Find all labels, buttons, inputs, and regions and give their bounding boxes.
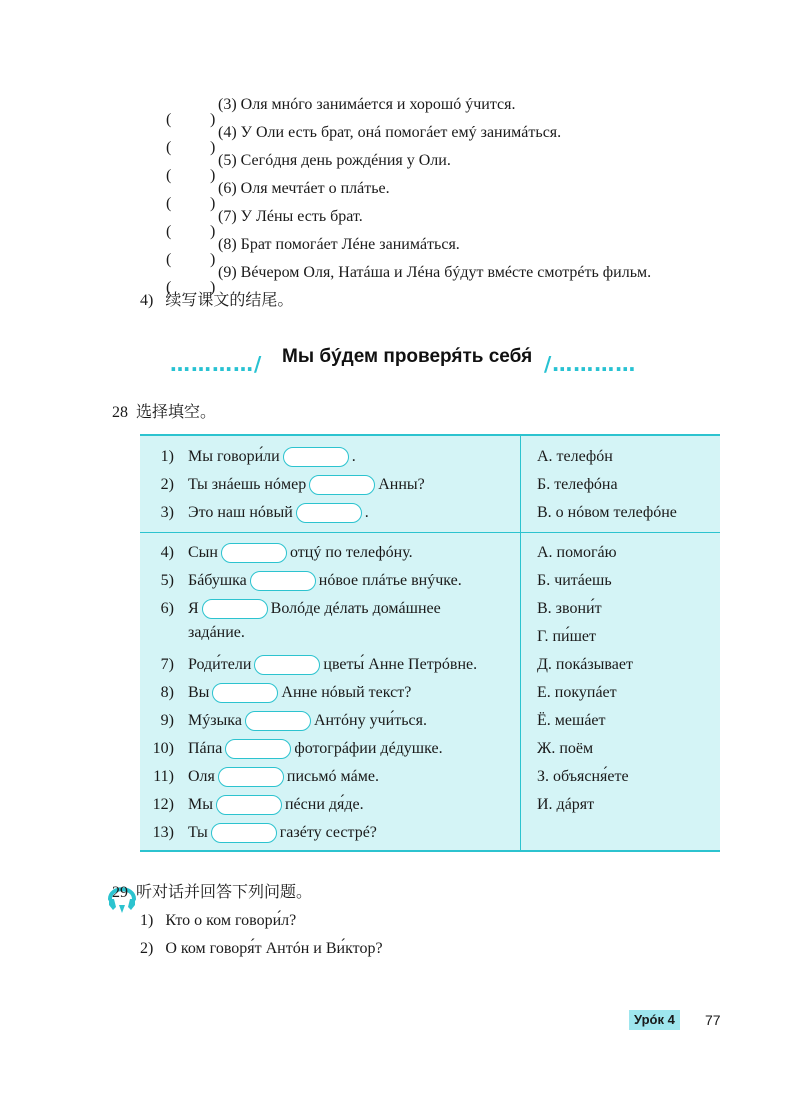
- question-item: 2) О ком говоря́т Антóн и Ви́ктор?: [140, 940, 383, 957]
- answer-blank[interactable]: [250, 571, 316, 591]
- tf-item: ( ) (6) Оля мечтáет о плáтье.: [166, 180, 390, 212]
- answer-blank[interactable]: [296, 503, 362, 523]
- question-row-continuation: задáние.: [188, 624, 245, 641]
- answer-blank[interactable]: [221, 543, 287, 563]
- question-item: 1) Кто о ком говори́л?: [140, 912, 297, 929]
- section-title: Мы бýдем проверя́ть себя́: [282, 346, 533, 367]
- answer-blank[interactable]: [211, 823, 277, 843]
- group-divider: [140, 532, 720, 533]
- answer-blank[interactable]: [245, 711, 311, 731]
- task-4: 4) 续写课文的结尾。: [140, 292, 294, 309]
- tf-item: ( ) (5) Сегóдня день рождéния у Оли.: [166, 152, 451, 184]
- option-item: И. дáрят: [537, 796, 595, 813]
- answer-blank[interactable]: [216, 795, 282, 815]
- option-item: Б. телефóна: [537, 476, 618, 493]
- answer-blank[interactable]: [212, 683, 278, 703]
- answer-blank[interactable]: [218, 767, 284, 787]
- tf-item: ( ) (8) Брат помогáет Лéне занимáться.: [166, 236, 460, 268]
- q6-after: Волóде дéлать домáшнее: [270, 600, 441, 617]
- section-banner: [170, 344, 660, 378]
- option-item: Ж. поём: [537, 740, 594, 757]
- tf-item: ( ) (7) У Лéны есть брат.: [166, 208, 363, 240]
- tf-item: ( ) (3) Оля мнóго занимáется и хорошó ýчится.: [166, 96, 516, 128]
- option-item: В. звони́т: [537, 600, 602, 617]
- option-item: В. о нóвом телефóне: [537, 504, 677, 521]
- answer-blank[interactable]: [309, 475, 375, 495]
- page-number: 77: [705, 1012, 721, 1028]
- option-item: А. помогáю: [537, 544, 617, 561]
- exercise-table: 1) Мы говори́ли . 2) Ты знáешь нóмер Анны? 3) Это наш нóвый . А. телефóн Б. телефóна В. о нóвом телефóне 4) Сын отцý по телефóну. 5) Бáбушка нóвое плáтье внýчке. 6) Я Волóде дéлать домáшнее задáние. 7) Роди́тели цветы́ Анне Петрóвне. 8) Вы Анне нóвый текст? 9) Мýзыка Антóну учи́ться. 10) Пáпа фотогрáфии дéдушке. 11) Оля письмó мáме. 12) Мы пéсни дя́де. 13) Ты газéту сестрé? А. помогáю Б. читáешь В. звони́т Г. пи́шет Д. покáзывает Е. покупáет Ё. мешáет Ж. поём З. объясня́ете И. дáрят: [140, 434, 720, 852]
- exercise-29-heading: 29 听对话并回答下列问题。: [112, 884, 313, 901]
- banner-dots-right: /…………: [544, 352, 637, 376]
- exercise-28-heading: 28 选择填空。: [112, 404, 217, 421]
- answer-blank[interactable]: [283, 447, 349, 467]
- option-item: З. объясня́ете: [537, 768, 629, 785]
- answer-blank[interactable]: [254, 655, 320, 675]
- answer-blank[interactable]: [202, 599, 268, 619]
- option-item: А. телефóн: [537, 448, 613, 465]
- option-item: Г. пи́шет: [537, 628, 596, 645]
- tf-item: ( ) (4) У Оли есть брат, онá помогáет емý занимáться.: [166, 124, 562, 156]
- lesson-tag: Урóк 4: [629, 1010, 680, 1030]
- tf-item: ( ) (9) Вéчером Оля, Натáша и Лéна бýдут вмéсте смотрéть фильм.: [166, 264, 652, 296]
- option-item: Д. покáзывает: [537, 656, 633, 673]
- answer-blank[interactable]: [225, 739, 291, 759]
- column-divider: [520, 436, 521, 850]
- option-item: Ё. мешáет: [537, 712, 606, 729]
- banner-dots-left: …………/: [170, 352, 263, 376]
- option-item: Б. читáешь: [537, 572, 612, 589]
- option-item: Е. покупáет: [537, 684, 617, 701]
